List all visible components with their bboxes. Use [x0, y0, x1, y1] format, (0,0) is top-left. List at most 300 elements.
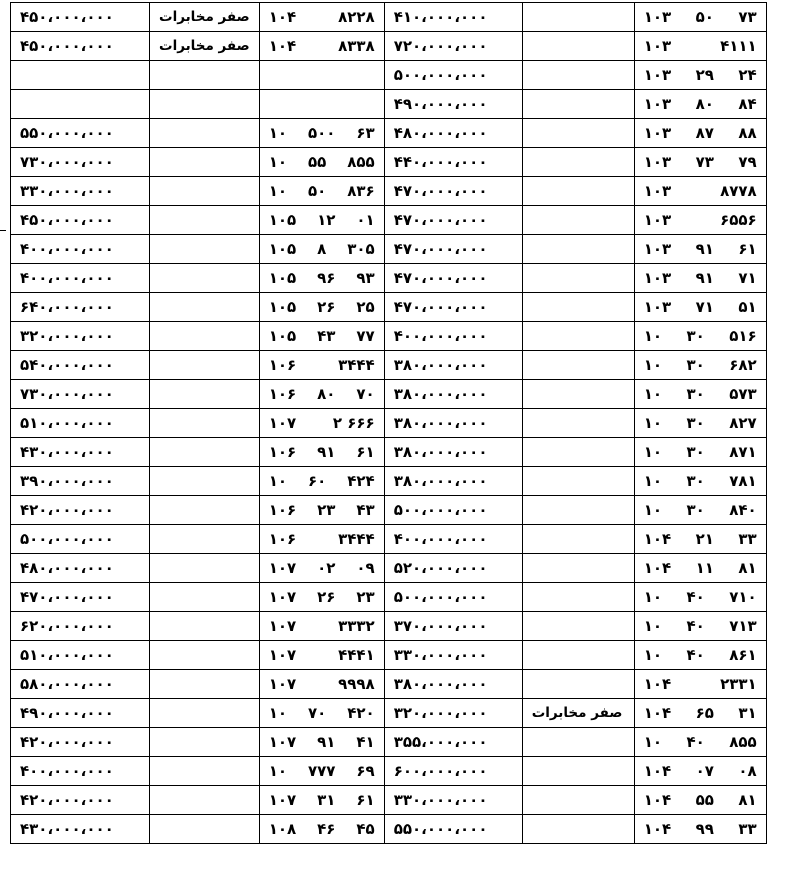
number-part: ۱۰۷ — [268, 617, 297, 635]
number-part: ۱۲ — [317, 211, 336, 229]
number-part: ۱۰۸ — [268, 820, 297, 838]
right-number-cell — [634, 641, 766, 670]
left-number-cell — [259, 757, 384, 786]
number-part: ۳۴۴۴ — [338, 530, 375, 548]
right-price-cell — [384, 815, 522, 844]
number-part: ۵۰۰ — [307, 124, 336, 142]
number-part: ۴۵ — [356, 820, 375, 838]
number-part: ۳۰ — [686, 385, 705, 403]
number-part: ۱۰ — [643, 327, 662, 345]
number-part: ۹۹ — [695, 820, 714, 838]
left-price-cell-text: ۴۵۰،۰۰۰،۰۰۰ — [20, 8, 114, 26]
left-price-cell-text: ۴۲۰،۰۰۰،۰۰۰ — [20, 733, 114, 751]
table-row — [11, 61, 767, 90]
left-number-cell — [259, 235, 384, 264]
number-part: ۱۰۴ — [643, 675, 672, 693]
left-note-cell — [150, 554, 260, 583]
left-number-cell — [259, 699, 384, 728]
left-note-cell — [150, 728, 260, 757]
number-part: ۱۰ — [643, 414, 662, 432]
left-price-cell — [11, 409, 150, 438]
right-price-cell — [384, 3, 522, 32]
number-part: ۱۰۵ — [268, 240, 297, 258]
right-price-cell-text: ۳۸۰،۰۰۰،۰۰۰ — [393, 675, 488, 693]
number-part: ۹۱ — [695, 269, 714, 287]
right-price-cell — [384, 264, 522, 293]
right-price-cell-text: ۷۲۰،۰۰۰،۰۰۰ — [393, 37, 488, 55]
left-number-cell — [259, 119, 384, 148]
left-note-cell — [150, 206, 260, 235]
left-number-cell — [259, 3, 384, 32]
right-note-cell — [522, 670, 634, 699]
right-note-cell — [522, 496, 634, 525]
left-number-cell — [259, 728, 384, 757]
number-part: ۳۱ — [738, 704, 757, 722]
number-part: ۳۳ — [738, 530, 757, 548]
number-part: ۱۰۶ — [268, 501, 297, 519]
right-number-cell — [634, 554, 766, 583]
right-note-cell — [522, 206, 634, 235]
number-part: ۶۳ — [356, 124, 375, 142]
number-part: ۱۰ — [643, 472, 662, 490]
number-part: ۸۴۰ — [729, 501, 757, 519]
right-note-cell — [522, 409, 634, 438]
number-part: ۶۹ — [356, 762, 375, 780]
number-part: ۴۲۴ — [347, 472, 375, 490]
left-number-cell — [259, 380, 384, 409]
table-row — [11, 438, 767, 467]
left-price-cell — [11, 90, 150, 119]
number-part: ۱۰۵ — [268, 298, 297, 316]
right-price-cell — [384, 554, 522, 583]
number-part: ۳۳ — [738, 820, 757, 838]
number-part: ۱۰۷ — [268, 646, 297, 664]
right-price-cell — [384, 467, 522, 496]
left-price-cell — [11, 728, 150, 757]
right-number-cell — [634, 3, 766, 32]
table-row — [11, 90, 767, 119]
left-number-cell — [259, 583, 384, 612]
number-part: ۳۰ — [686, 414, 705, 432]
left-number-cell — [259, 148, 384, 177]
number-part: ۱۰ — [643, 733, 662, 751]
number-part: ۶۸۲ — [729, 356, 757, 374]
number-part: ۴۰ — [686, 646, 705, 664]
number-part: ۱۰ — [268, 472, 287, 490]
left-note-cell — [150, 757, 260, 786]
table-row — [11, 409, 767, 438]
number-part: ۸۳۳۸ — [338, 37, 375, 55]
number-part: ۱۰ — [643, 617, 662, 635]
number-part: ۲۶ — [317, 298, 336, 316]
number-part: ۸ — [317, 240, 327, 258]
left-number-cell — [259, 322, 384, 351]
number-part: ۱۰ — [643, 588, 662, 606]
left-note-cell — [150, 786, 260, 815]
left-price-cell-text: ۴۷۰،۰۰۰،۰۰۰ — [20, 588, 114, 606]
right-note-cell — [522, 119, 634, 148]
number-part: ۸۸ — [738, 124, 757, 142]
number-part: ۷۱ — [695, 298, 714, 316]
right-number-cell — [634, 351, 766, 380]
left-price-cell — [11, 467, 150, 496]
number-part: ۱۰۳ — [643, 240, 672, 258]
number-part: ۱۰۳ — [643, 211, 672, 229]
number-part: ۹۱ — [695, 240, 714, 258]
number-part: ۸۶۱ — [729, 646, 757, 664]
right-note-cell — [522, 583, 634, 612]
number-part: ۴۳ — [317, 327, 336, 345]
number-part: ۶۵۵۶ — [720, 211, 757, 229]
table-row — [11, 496, 767, 525]
number-part: ۱۰۶ — [268, 385, 297, 403]
right-note-cell — [522, 148, 634, 177]
number-part: ۰۲ — [317, 559, 336, 577]
number-part: ۷۳ — [738, 8, 757, 26]
number-part: ۳۴۴۴ — [338, 356, 375, 374]
left-price-cell-text: ۴۰۰،۰۰۰،۰۰۰ — [20, 240, 114, 258]
left-note-cell — [150, 583, 260, 612]
left-number-cell — [259, 293, 384, 322]
number-part: ۱۰۴ — [643, 820, 672, 838]
number-part: ۱۰۵ — [268, 327, 297, 345]
right-price-cell-text: ۴۸۰،۰۰۰،۰۰۰ — [393, 124, 488, 142]
left-price-cell — [11, 32, 150, 61]
right-number-cell — [634, 177, 766, 206]
table-row — [11, 612, 767, 641]
left-price-cell-text: ۵۱۰،۰۰۰،۰۰۰ — [20, 646, 114, 664]
table-row — [11, 148, 767, 177]
right-number-cell — [634, 467, 766, 496]
number-part: ۲۹ — [695, 66, 714, 84]
right-price-cell — [384, 728, 522, 757]
left-price-cell — [11, 293, 150, 322]
left-price-cell-text: ۳۹۰،۰۰۰،۰۰۰ — [20, 472, 114, 490]
number-part: ۱۰ — [643, 501, 662, 519]
left-price-cell-text: ۳۲۰،۰۰۰،۰۰۰ — [20, 327, 114, 345]
right-price-cell — [384, 235, 522, 264]
right-price-cell — [384, 32, 522, 61]
table-row — [11, 757, 767, 786]
left-price-cell — [11, 177, 150, 206]
left-note-cell — [150, 496, 260, 525]
number-part: ۱۰۳ — [643, 95, 672, 113]
number-part: ۹۱ — [317, 443, 336, 461]
number-part: ۸۷۱ — [729, 443, 757, 461]
right-price-cell-text: ۴۷۰،۰۰۰،۰۰۰ — [393, 240, 488, 258]
number-part: ۰۷ — [695, 762, 714, 780]
right-price-cell — [384, 351, 522, 380]
number-part: ۵۷۳ — [729, 385, 757, 403]
left-price-cell-text: ۵۱۰،۰۰۰،۰۰۰ — [20, 414, 114, 432]
number-part: ۱۰ — [643, 385, 662, 403]
left-number-cell — [259, 786, 384, 815]
number-part: ۲ ۶۶۶ — [332, 414, 375, 432]
right-number-cell — [634, 670, 766, 699]
right-price-cell — [384, 525, 522, 554]
table-row — [11, 177, 767, 206]
left-number-cell — [259, 612, 384, 641]
number-part: ۸۰ — [317, 385, 336, 403]
number-part: ۴۱ — [356, 733, 375, 751]
table-row — [11, 467, 767, 496]
right-number-cell — [634, 786, 766, 815]
right-price-cell — [384, 322, 522, 351]
number-part: ۱۰ — [643, 356, 662, 374]
number-part: ۱۰ — [268, 153, 287, 171]
left-number-cell — [259, 61, 384, 90]
table-row — [11, 264, 767, 293]
number-part: ۸۷۷۸ — [720, 182, 757, 200]
number-part: ۶۱ — [356, 791, 375, 809]
number-part: ۱۰۷ — [268, 675, 297, 693]
left-note-cell — [150, 699, 260, 728]
right-price-cell-text: ۴۷۰،۰۰۰،۰۰۰ — [393, 211, 488, 229]
number-part: ۸۲۲۸ — [338, 8, 375, 26]
left-price-cell-text: ۴۰۰،۰۰۰،۰۰۰ — [20, 762, 114, 780]
table-row — [11, 235, 767, 264]
number-part: ۷۰ — [356, 385, 375, 403]
number-part: ۲۵ — [356, 298, 375, 316]
right-price-cell-text: ۴۱۰،۰۰۰،۰۰۰ — [393, 8, 488, 26]
right-price-cell-text: ۳۵۵،۰۰۰،۰۰۰ — [393, 733, 488, 751]
right-number-cell — [634, 90, 766, 119]
right-price-cell-text: ۴۹۰،۰۰۰،۰۰۰ — [393, 95, 488, 113]
left-number-cell — [259, 641, 384, 670]
left-number-cell — [259, 496, 384, 525]
left-price-cell — [11, 264, 150, 293]
right-number-cell — [634, 119, 766, 148]
right-note-cell — [522, 351, 634, 380]
right-number-cell — [634, 235, 766, 264]
table-row — [11, 554, 767, 583]
right-note-cell — [522, 757, 634, 786]
number-part: ۱۰۴ — [643, 530, 672, 548]
number-part: ۷۱۳ — [729, 617, 757, 635]
right-note-cell — [522, 641, 634, 670]
right-number-cell — [634, 264, 766, 293]
left-price-cell-text: ۴۳۰،۰۰۰،۰۰۰ — [20, 443, 114, 461]
left-note-cell — [150, 3, 260, 32]
table-row — [11, 786, 767, 815]
left-note-cell — [150, 438, 260, 467]
right-note-cell — [522, 728, 634, 757]
left-price-cell — [11, 641, 150, 670]
number-part: ۱۰ — [643, 443, 662, 461]
number-part: ۱۰۳ — [643, 37, 672, 55]
number-part: ۵۰ — [695, 8, 714, 26]
number-part: ۴۲۰ — [347, 704, 375, 722]
number-part: ۱۰۴ — [643, 791, 672, 809]
left-price-cell — [11, 3, 150, 32]
number-part: ۱۰۳ — [643, 298, 672, 316]
number-part: ۱۰۷ — [268, 791, 297, 809]
number-part: ۲۳ — [317, 501, 336, 519]
left-note-cell — [150, 61, 260, 90]
number-part: ۴۱۱۱ — [720, 37, 757, 55]
right-price-cell-text: ۴۷۰،۰۰۰،۰۰۰ — [393, 182, 488, 200]
left-price-cell-text: ۵۸۰،۰۰۰،۰۰۰ — [20, 675, 114, 693]
left-number-cell — [259, 670, 384, 699]
left-price-cell — [11, 670, 150, 699]
number-part: ۳۰ — [686, 356, 705, 374]
number-part: ۲۳ — [356, 588, 375, 606]
right-note-cell-text: صفر مخابرات — [531, 705, 623, 721]
right-number-cell — [634, 757, 766, 786]
number-part: ۱۰۵ — [268, 269, 297, 287]
number-part: ۷۱۰ — [729, 588, 757, 606]
number-part: ۵۰ — [307, 182, 327, 200]
left-note-cell — [150, 525, 260, 554]
right-number-cell — [634, 583, 766, 612]
right-number-cell — [634, 61, 766, 90]
number-part: ۴۰ — [686, 588, 705, 606]
table-row — [11, 32, 767, 61]
number-part: ۸۴ — [738, 95, 757, 113]
table-row — [11, 293, 767, 322]
table-row — [11, 351, 767, 380]
number-part: ۸۱ — [738, 559, 757, 577]
number-part: ۱۰ — [268, 762, 287, 780]
left-number-cell — [259, 264, 384, 293]
number-part: ۲۱ — [695, 530, 714, 548]
right-price-cell-text: ۳۳۰،۰۰۰،۰۰۰ — [393, 646, 488, 664]
number-part: ۹۱ — [317, 733, 336, 751]
number-part: ۷۸۱ — [729, 472, 757, 490]
left-price-cell-text: ۴۲۰،۰۰۰،۰۰۰ — [20, 501, 114, 519]
left-price-cell — [11, 351, 150, 380]
right-price-cell-text: ۵۰۰،۰۰۰،۰۰۰ — [393, 501, 488, 519]
number-part: ۱۱ — [695, 559, 714, 577]
table-row — [11, 583, 767, 612]
left-number-cell — [259, 467, 384, 496]
phone-number-price-table — [10, 2, 767, 844]
left-number-cell — [259, 815, 384, 844]
number-part: ۴۰ — [686, 733, 705, 751]
number-part: ۱۰۳ — [643, 8, 672, 26]
number-part: ۰۹ — [356, 559, 375, 577]
right-number-cell — [634, 206, 766, 235]
number-part: ۰۸ — [738, 762, 757, 780]
right-price-cell — [384, 293, 522, 322]
right-price-cell — [384, 612, 522, 641]
right-note-cell — [522, 699, 634, 728]
right-price-cell — [384, 757, 522, 786]
right-price-cell-text: ۵۰۰،۰۰۰،۰۰۰ — [393, 66, 488, 84]
table-row — [11, 3, 767, 32]
number-part: ۸۲۷ — [729, 414, 757, 432]
right-price-cell-text: ۶۰۰،۰۰۰،۰۰۰ — [393, 762, 488, 780]
left-price-cell — [11, 554, 150, 583]
number-part: ۵۱ — [738, 298, 757, 316]
number-part: ۱۰۶ — [268, 443, 297, 461]
left-price-cell — [11, 612, 150, 641]
number-part: ۴۶ — [317, 820, 336, 838]
right-price-cell — [384, 119, 522, 148]
right-note-cell — [522, 264, 634, 293]
number-part: ۶۱ — [738, 240, 757, 258]
number-part: ۱۰۳ — [643, 269, 672, 287]
right-note-cell — [522, 815, 634, 844]
right-price-cell-text: ۴۰۰،۰۰۰،۰۰۰ — [393, 327, 488, 345]
number-part: ۵۱۶ — [729, 327, 757, 345]
right-price-cell — [384, 641, 522, 670]
number-part: ۵۵ — [695, 791, 714, 809]
left-price-cell — [11, 206, 150, 235]
table-row — [11, 670, 767, 699]
right-note-cell — [522, 235, 634, 264]
number-part: ۱۰۵ — [268, 211, 297, 229]
number-part: ۱۰۷ — [268, 733, 297, 751]
left-price-cell — [11, 61, 150, 90]
right-price-cell-text: ۳۸۰،۰۰۰،۰۰۰ — [393, 385, 488, 403]
number-part: ۱۰۶ — [268, 530, 297, 548]
left-note-cell — [150, 641, 260, 670]
right-price-cell — [384, 148, 522, 177]
number-part: ۴۳ — [356, 501, 375, 519]
left-number-cell — [259, 32, 384, 61]
left-number-cell — [259, 351, 384, 380]
right-price-cell — [384, 438, 522, 467]
table-body — [11, 3, 767, 844]
right-price-cell — [384, 786, 522, 815]
table-row — [11, 525, 767, 554]
right-note-cell — [522, 90, 634, 119]
left-price-cell — [11, 815, 150, 844]
left-number-cell — [259, 409, 384, 438]
number-part: ۳۰ — [686, 472, 705, 490]
number-part: ۱۰۴ — [643, 559, 672, 577]
left-price-cell-text: ۴۵۰،۰۰۰،۰۰۰ — [20, 37, 114, 55]
right-note-cell — [522, 612, 634, 641]
right-price-cell-text: ۵۲۰،۰۰۰،۰۰۰ — [393, 559, 488, 577]
right-note-cell — [522, 322, 634, 351]
number-part: ۱۰۷ — [268, 559, 297, 577]
table-row — [11, 641, 767, 670]
left-price-cell-text: ۵۰۰،۰۰۰،۰۰۰ — [20, 530, 114, 548]
right-number-cell — [634, 293, 766, 322]
left-number-cell — [259, 438, 384, 467]
number-part: ۱۰ — [268, 704, 287, 722]
left-note-cell — [150, 670, 260, 699]
number-part: ۷۷ — [356, 327, 375, 345]
number-part: ۱۰۳ — [643, 153, 672, 171]
left-price-cell-text: ۴۳۰،۰۰۰،۰۰۰ — [20, 820, 114, 838]
left-price-cell-text: ۶۴۰،۰۰۰،۰۰۰ — [20, 298, 114, 316]
table-row — [11, 815, 767, 844]
left-number-cell — [259, 90, 384, 119]
right-price-cell-text: ۴۷۰،۰۰۰،۰۰۰ — [393, 298, 488, 316]
number-part: ۸۵۵ — [347, 153, 375, 171]
table-row — [11, 206, 767, 235]
left-price-cell-text: ۴۲۰،۰۰۰،۰۰۰ — [20, 791, 114, 809]
number-part: ۱۰۴ — [643, 704, 672, 722]
left-price-cell-text: ۵۴۰،۰۰۰،۰۰۰ — [20, 356, 114, 374]
right-price-cell-text: ۴۰۰،۰۰۰،۰۰۰ — [393, 530, 488, 548]
right-number-cell — [634, 525, 766, 554]
right-number-cell — [634, 32, 766, 61]
right-price-cell — [384, 699, 522, 728]
right-number-cell — [634, 322, 766, 351]
number-part: ۷۹ — [738, 153, 757, 171]
number-part: ۱۰۴ — [643, 762, 672, 780]
number-part: ۱۰۶ — [268, 356, 297, 374]
left-note-cell — [150, 119, 260, 148]
table-row — [11, 322, 767, 351]
table-row — [11, 119, 767, 148]
right-number-cell — [634, 815, 766, 844]
left-price-cell — [11, 699, 150, 728]
